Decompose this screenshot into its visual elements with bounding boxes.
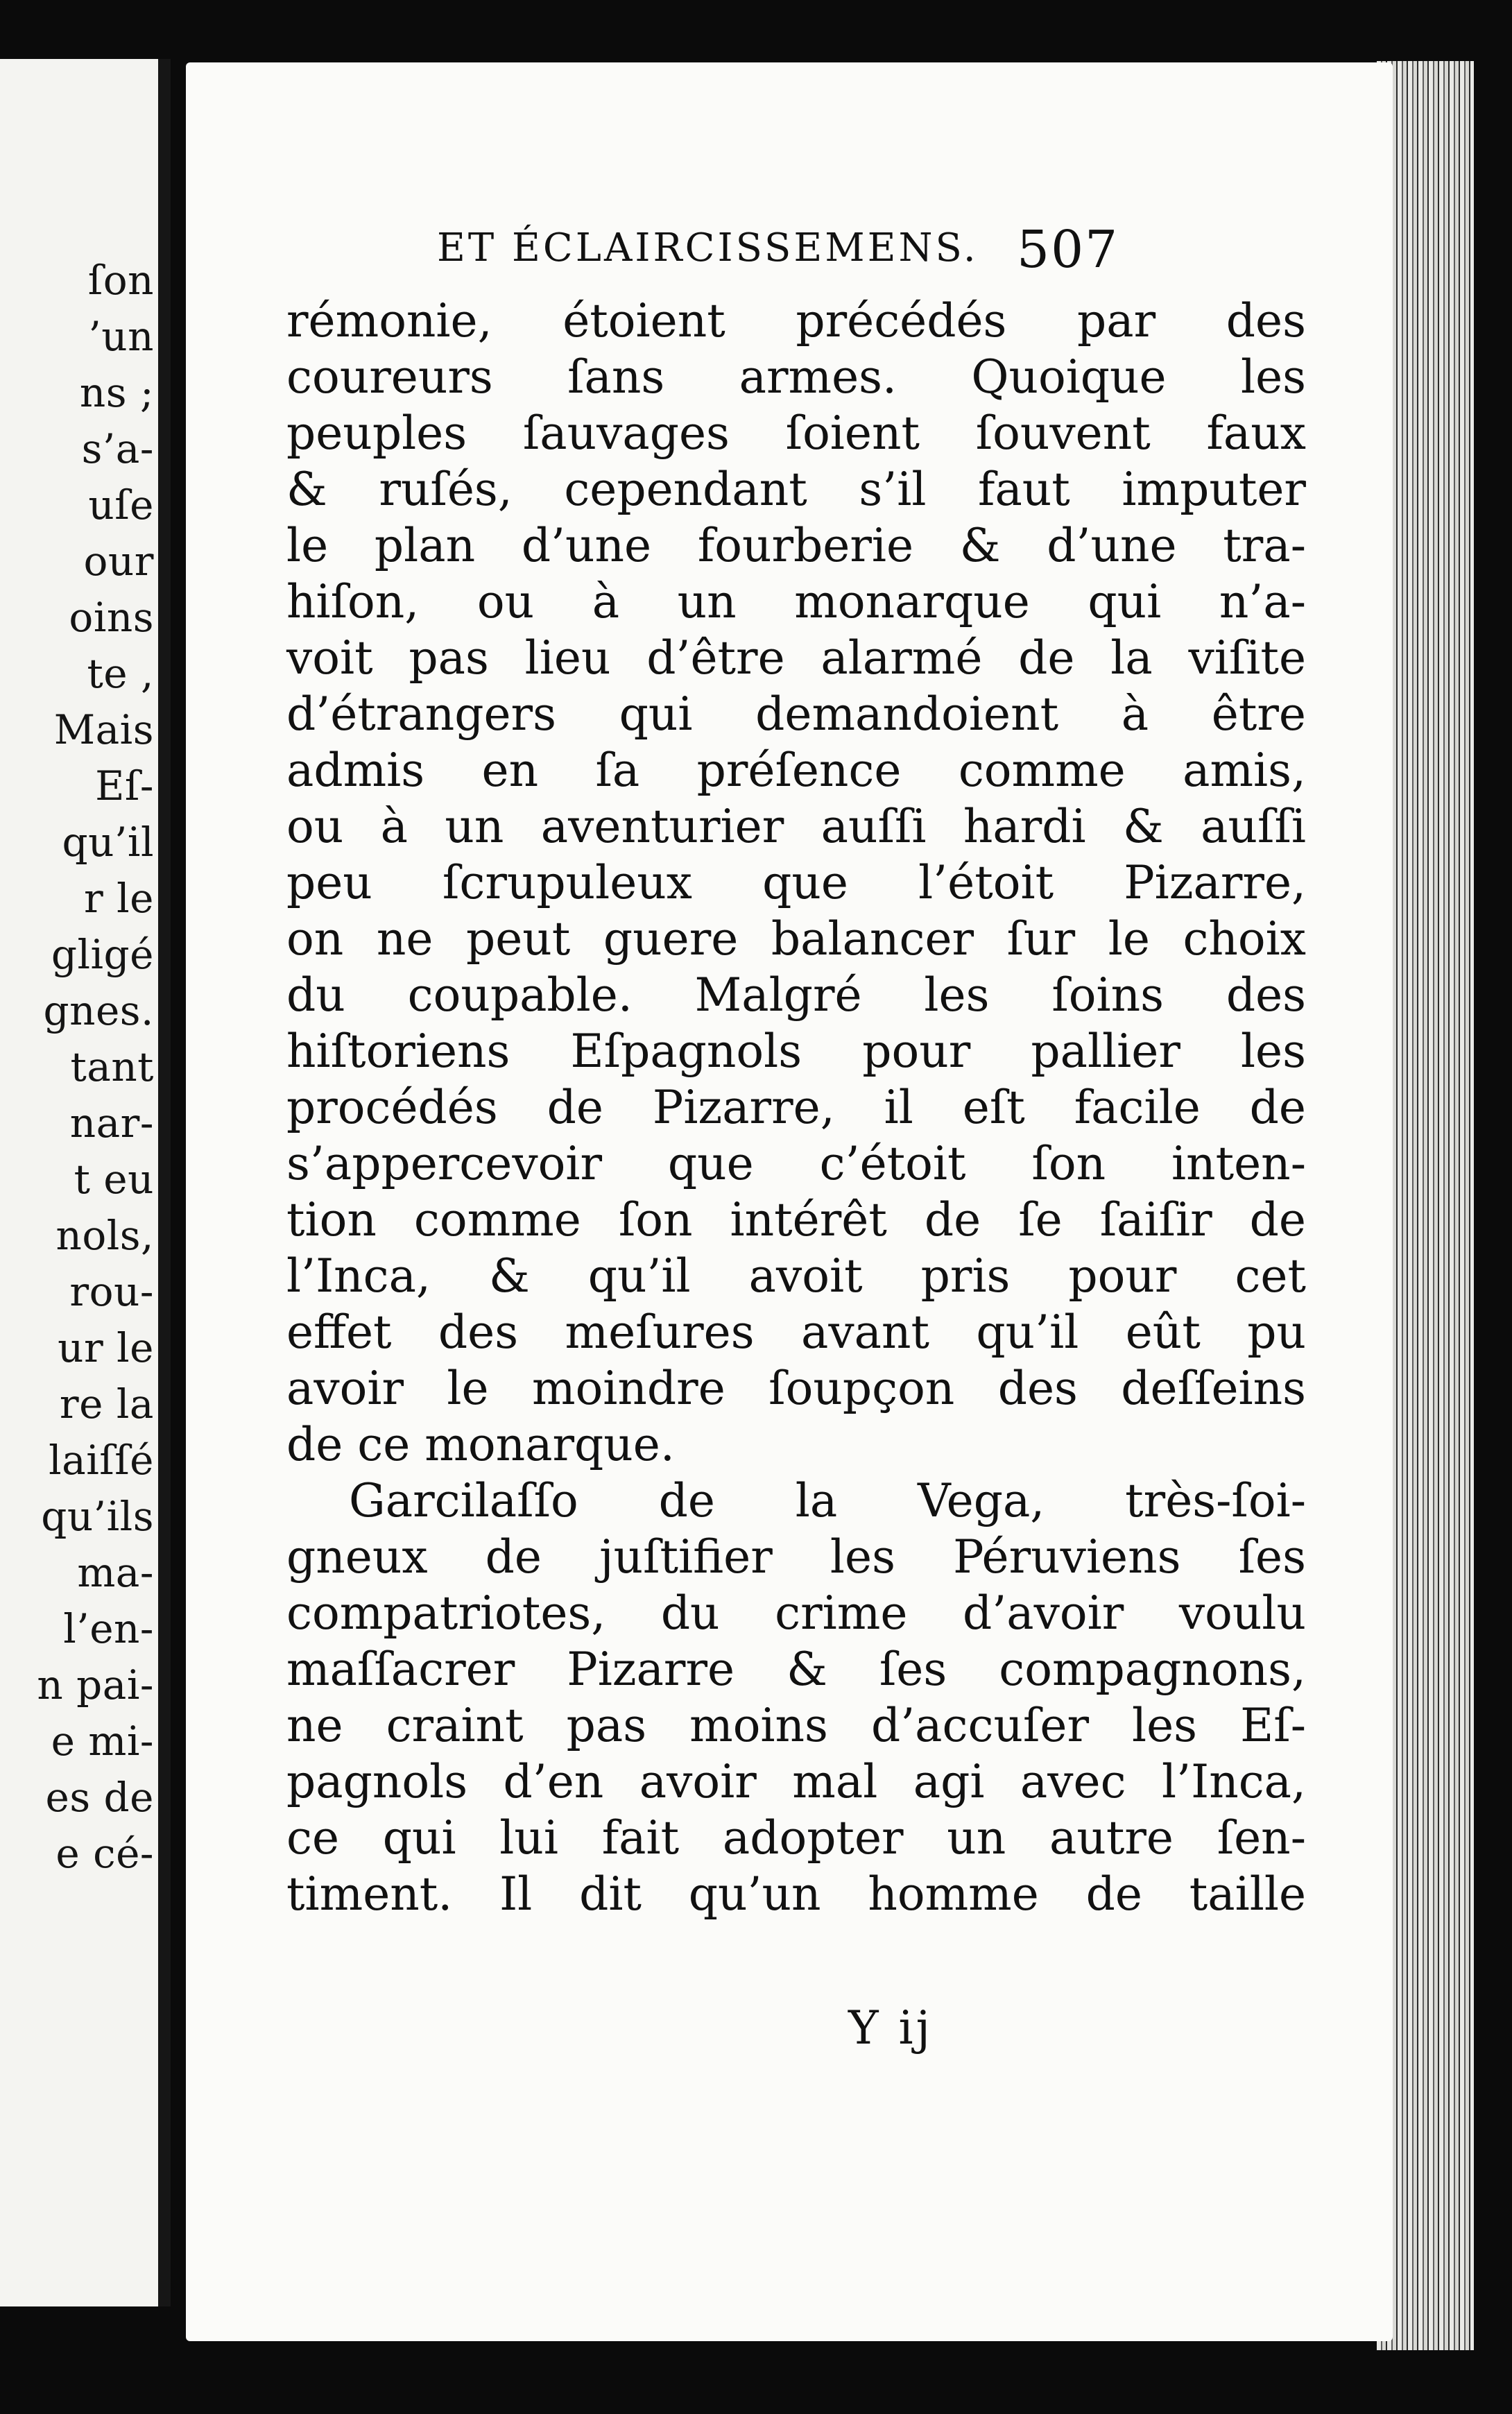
text-line: on ne peut guere balancer ſur le choix (286, 912, 1306, 966)
left-page-fragment: laiſſé (49, 1437, 154, 1484)
left-page-fragment: l’en- (63, 1605, 154, 1652)
left-page-fragment: oins (69, 594, 154, 641)
text-line: hiſon, ou à un monarque qui n’a- (286, 575, 1306, 628)
text-line: ce qui lui fait adopter un autre ſen- (286, 1811, 1306, 1865)
text-line: ne craint pas moins d’accuſer les Eſ- (286, 1699, 1306, 1752)
text-line: hiſtoriens Eſpagnols pour pallier les (286, 1025, 1306, 1078)
left-page-fragment: ’un (88, 313, 154, 360)
left-page-fragment: nols, (55, 1212, 154, 1259)
running-head (186, 220, 1393, 295)
text-line: rémonie, étoient précédés par des (286, 294, 1306, 348)
left-page-fragment: Eſ- (95, 762, 154, 810)
text-line: Garcilaſſo de la Vega, très-ſoi- (349, 1474, 1306, 1527)
text-line: voit pas lieu d’être alarmé de la viſite (286, 631, 1306, 685)
left-page-fragment: qu’il (62, 819, 154, 866)
left-page-fragment: ma- (77, 1549, 154, 1596)
text-line: s’appercevoir que c’étoit ſon inten- (286, 1137, 1306, 1190)
text-line: avoir le moindre ſoupçon des deſſeins (286, 1362, 1306, 1415)
text-line: pagnols d’en avoir mal agi avec l’Inca, (286, 1755, 1306, 1808)
text-line: de ce monarque. (286, 1418, 675, 1471)
body-text (286, 293, 1306, 1922)
text-line: l’Inca, & qu’il avoit pris pour cet (286, 1249, 1306, 1303)
left-page-fragment: n pai- (37, 1661, 154, 1709)
left-page-fragment: e mi- (51, 1718, 154, 1765)
text-line: gneux de juſtifier les Péruviens ſes (286, 1530, 1306, 1584)
running-head-title: ET ÉCLAIRCISSEMENS. (437, 225, 979, 271)
left-page-fragment: e cé- (55, 1830, 154, 1877)
text-line: le plan d’une fourberie & d’une tra- (286, 519, 1306, 572)
left-page-fragment: nar- (69, 1099, 154, 1147)
left-page-fragment: r le (83, 875, 154, 922)
page-number: 507 (1017, 220, 1119, 280)
text-line: d’étrangers qui demandoient à être (286, 687, 1306, 741)
left-page-fragment: our (83, 538, 154, 585)
left-page-fragment: gligé (51, 931, 154, 978)
left-page-fragment: gnes. (43, 987, 154, 1034)
text-line: maſſacrer Pizarre & ſes compagnons, (286, 1643, 1306, 1696)
text-line: compatriotes, du crime d’avoir voulu (286, 1586, 1306, 1640)
text-line: peu ſcrupuleux que l’étoit Pizarre, (286, 856, 1306, 909)
left-page-fragment: Mais (53, 706, 154, 753)
signature-mark: Y ij (848, 2001, 934, 2055)
text-line: tion comme ſon intérêt de ſe ſaiſir de (286, 1193, 1306, 1247)
left-page-fragment: tant (70, 1043, 154, 1090)
left-page-fragment: te , (87, 650, 154, 697)
left-page-fragment: ns ; (79, 369, 154, 416)
text-line: timent. Il dit qu’un homme de taille (286, 1867, 1306, 1921)
main-page (186, 62, 1393, 2341)
left-page-fragment: ſon (87, 257, 154, 304)
left-facing-page (0, 59, 171, 2306)
left-page-fragment: es de (45, 1774, 154, 1821)
text-line: ou à un aventurier auſſi hardi & auſſi (286, 800, 1306, 853)
text-line: peuples ſauvages ſoient ſouvent faux (286, 406, 1306, 460)
left-page-fragment: rou- (69, 1268, 154, 1315)
text-line: effet des meſures avant qu’il eût pu (286, 1306, 1306, 1359)
left-page-fragment: t eu (74, 1156, 154, 1203)
text-line: procédés de Pizarre, il eſt facile de (286, 1081, 1306, 1134)
left-page-fragment: qu’ils (41, 1493, 154, 1540)
text-line: admis en ſa préſence comme amis, (286, 744, 1306, 797)
left-page-fragment: re la (59, 1380, 154, 1428)
text-line: du coupable. Malgré les ſoins des (286, 968, 1306, 1022)
left-page-fragment: ur le (58, 1324, 154, 1371)
left-page-fragment: uſe (88, 481, 154, 529)
left-page-fragment: s’a- (81, 425, 154, 472)
text-line: & ruſés, cependant s’il faut imputer (286, 463, 1306, 516)
text-line: coureurs ſans armes. Quoique les (286, 350, 1306, 404)
